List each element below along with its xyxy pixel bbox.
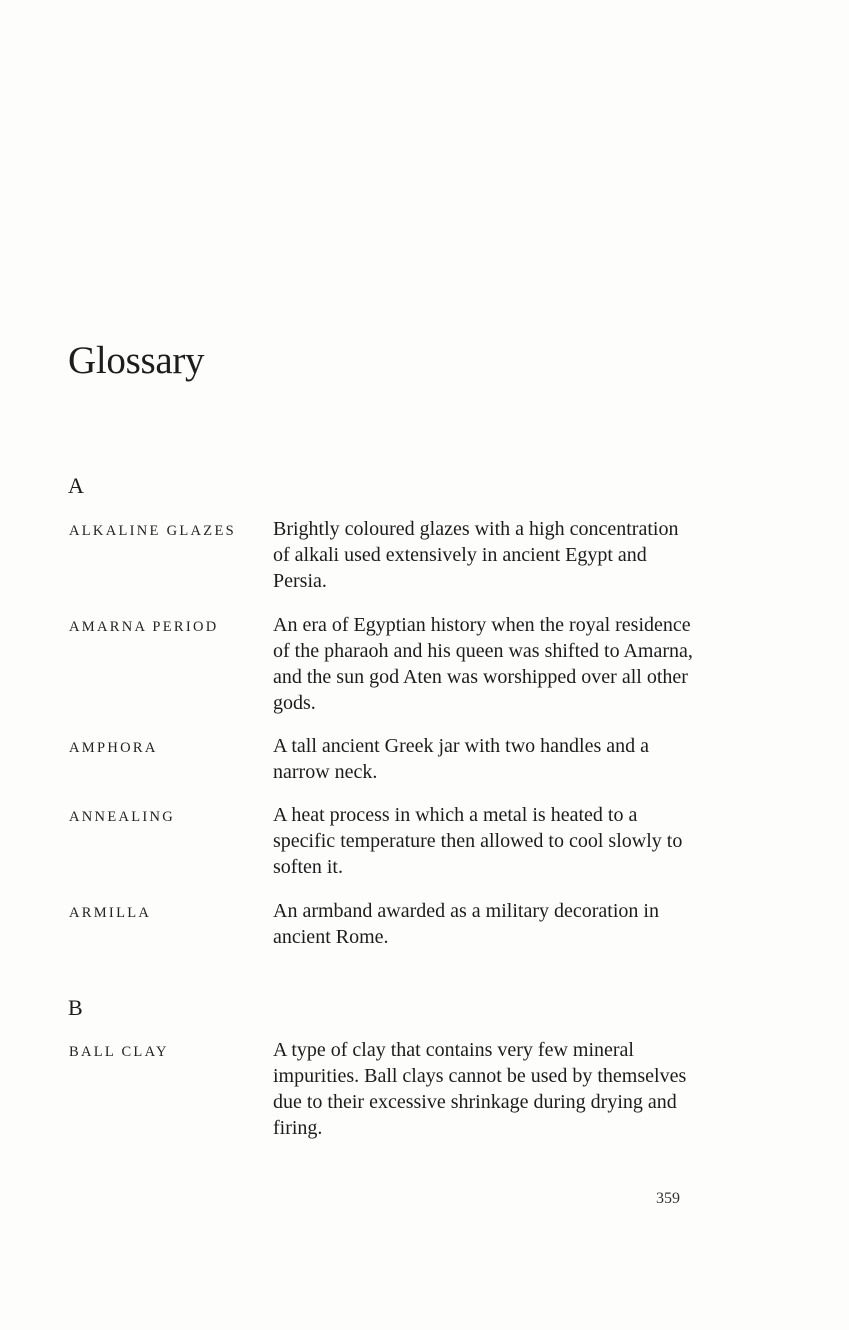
definition-amarna-period: An era of Egyptian history when the royal residence of the pharaoh and his queen was shifted to Amarna, and the sun god Aten was worshipped over all other gods. bbox=[273, 614, 693, 714]
term-amphora: AMPHORA bbox=[69, 740, 158, 756]
definition-ball-clay: A type of clay that contains very few mineral impurities. Ball clays cannot be used by themselves due to their excessive shrinkage during drying and firing. bbox=[273, 1039, 687, 1139]
term-alkaline-glazes: ALKALINE GLAZES bbox=[69, 523, 236, 539]
term-annealing: ANNEALING bbox=[69, 809, 176, 825]
definition-amphora: A tall ancient Greek jar with two handles and a narrow neck. bbox=[273, 735, 649, 783]
page-number: 359 bbox=[656, 1190, 680, 1207]
definition-armilla: An armband awarded as a military decoration in ancient Rome. bbox=[273, 900, 659, 948]
definition-annealing: A heat process in which a metal is heated to a specific temperature then allowed to cool slowly to soften it. bbox=[273, 804, 683, 878]
definition-alkaline-glazes: Brightly coloured glazes with a high concentration of alkali used extensively in ancient Egypt and Persia. bbox=[273, 518, 679, 592]
section-letter-b: B bbox=[68, 995, 83, 1020]
term-ball-clay: BALL CLAY bbox=[69, 1044, 169, 1060]
page-title: Glossary bbox=[68, 339, 205, 382]
section-letter-a: A bbox=[68, 473, 84, 498]
term-amarna-period: AMARNA PERIOD bbox=[69, 619, 219, 635]
term-armilla: ARMILLA bbox=[69, 905, 152, 921]
